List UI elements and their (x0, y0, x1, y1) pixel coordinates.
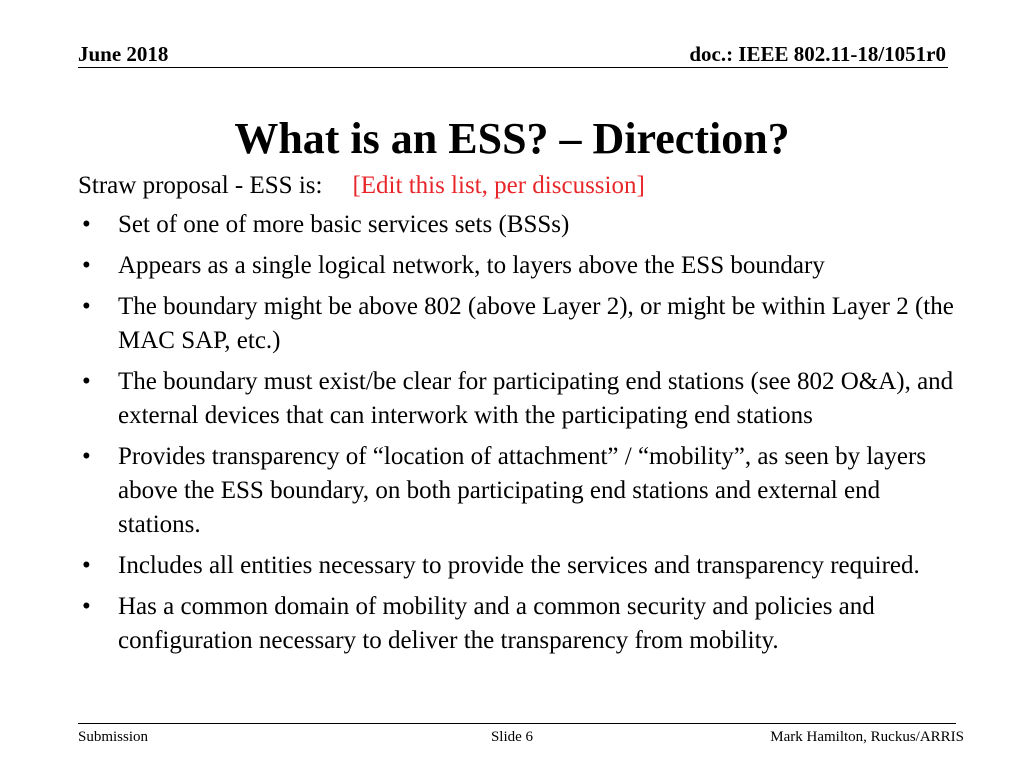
header-rule (78, 67, 948, 68)
bullet-text: The boundary must exist/be clear for participating end stations (see 802 O&A), and external devices that can interwork with the participating end stations (118, 368, 954, 429)
bullet-dot-icon: • (82, 368, 91, 395)
bullet-text: Set of one of more basic services sets (BSSs) (118, 211, 570, 238)
header-date: June 2018 (78, 42, 169, 66)
bullet-dot-icon: • (82, 443, 91, 470)
footer-submission: Submission (78, 729, 149, 745)
intro-line (78, 170, 645, 202)
edit-note: [Edit this list, per discussion] (352, 172, 645, 199)
bullet-text: Provides transparency of “location of attachment” / “mobility”, as seen by layers above the ESS boundary, on both participating end stations and external end stations. (118, 443, 927, 538)
bullet-item (78, 208, 968, 242)
bullet-text: Includes all entities necessary to provide the services and transparency required. (118, 552, 920, 579)
bullet-dot-icon: • (82, 552, 91, 579)
bullet-dot-icon: • (82, 252, 91, 279)
bullet-list (78, 208, 968, 665)
intro-text: Straw proposal - ESS is: (78, 172, 323, 199)
bullet-item (78, 549, 968, 583)
footer-author: Mark Hamilton, Ruckus/ARRIS (770, 729, 964, 745)
slide-title: What is an ESS? – Direction? (234, 114, 790, 163)
bullet-dot-icon: • (82, 211, 91, 238)
bullet-item (78, 590, 968, 658)
bullet-text: Has a common domain of mobility and a common security and policies and configuration necessary to deliver the transparency from mobility. (118, 593, 875, 654)
bullet-item (78, 365, 968, 433)
bullet-item (78, 290, 968, 358)
footer-slide-number: Slide 6 (490, 729, 534, 745)
bullet-item (78, 249, 968, 283)
bullet-text: The boundary might be above 802 (above Layer 2), or might be within Layer 2 (the MAC SAP, etc.) (118, 293, 954, 354)
bullet-text: Appears as a single logical network, to layers above the ESS boundary (118, 252, 825, 279)
footer-rule (78, 723, 956, 724)
bullet-dot-icon: • (82, 593, 91, 620)
bullet-dot-icon: • (82, 293, 91, 320)
bullet-item (78, 440, 968, 542)
header-doc-id: doc.: IEEE 802.11-18/1051r0 (689, 42, 946, 66)
